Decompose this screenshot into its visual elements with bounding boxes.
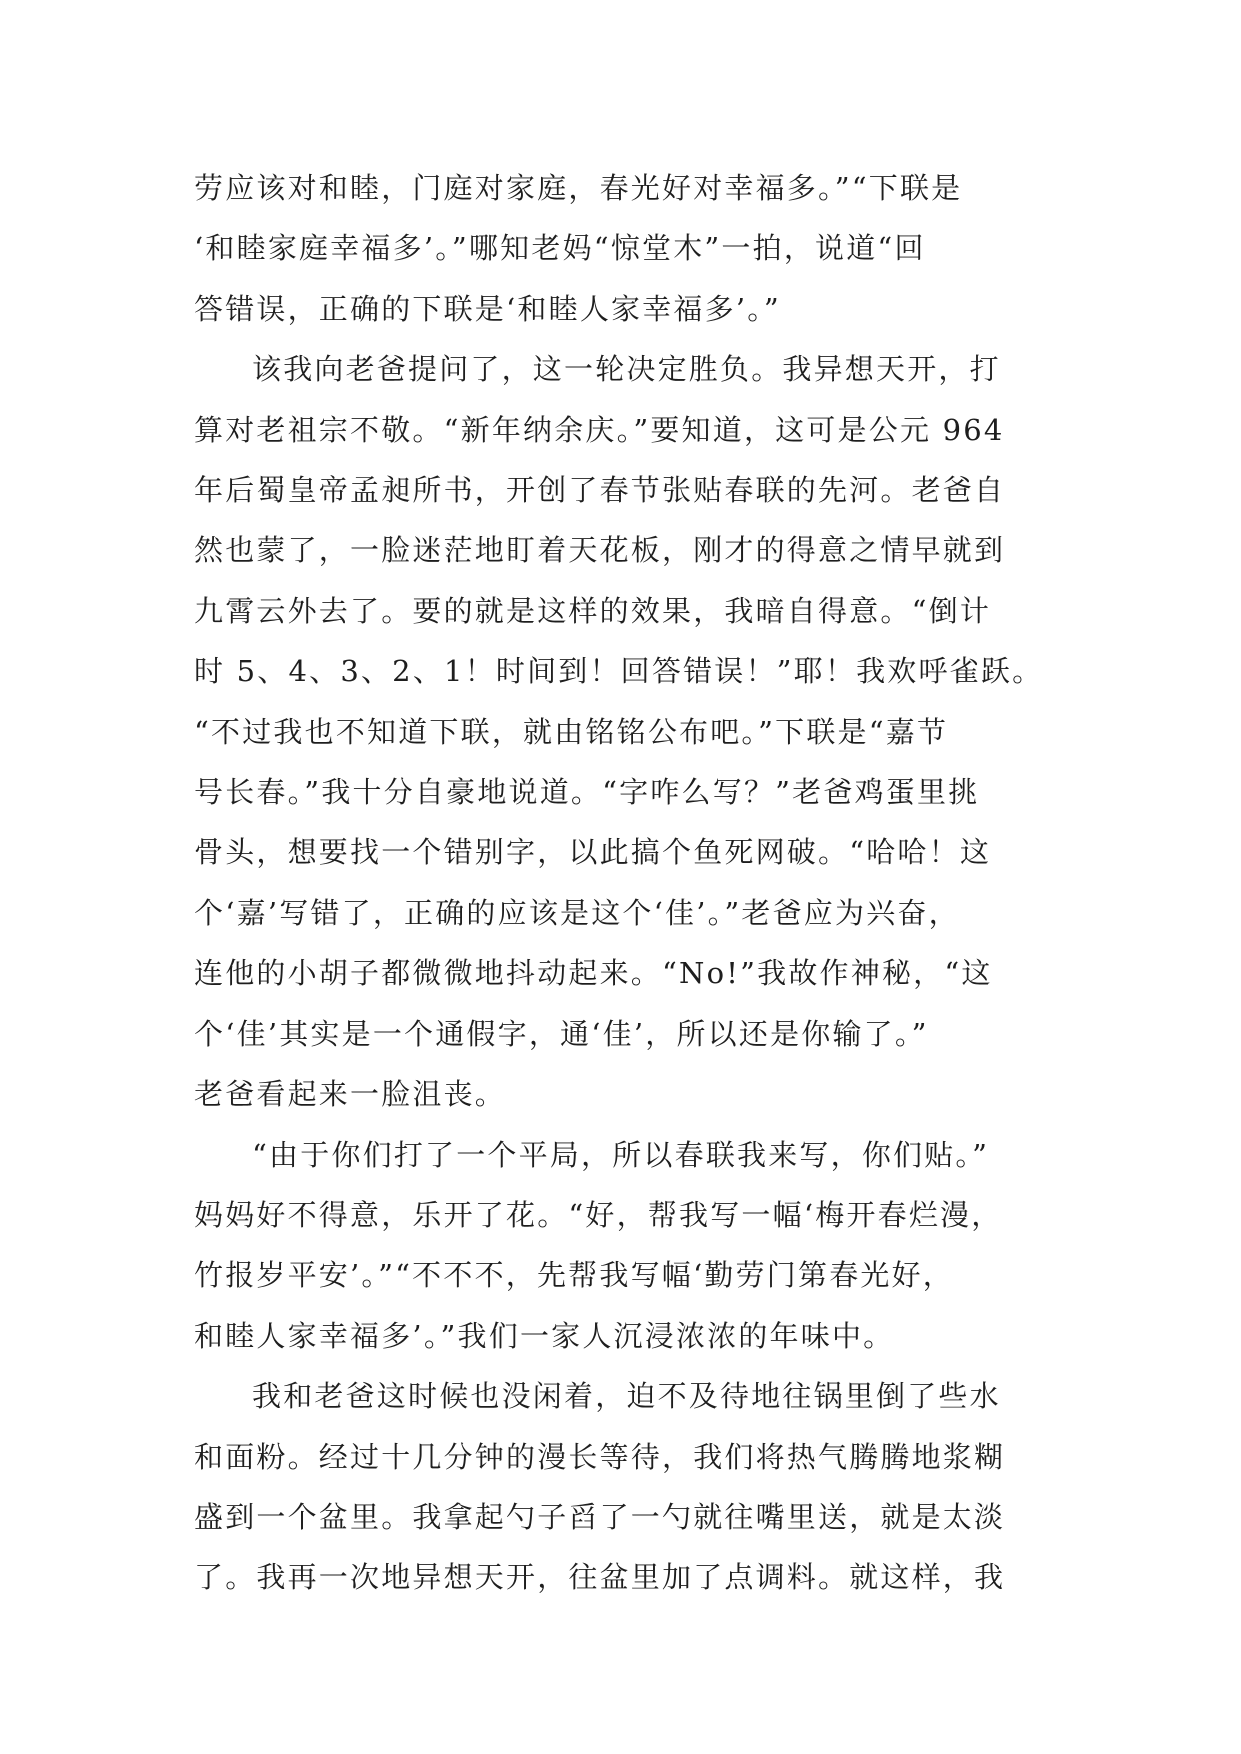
text-line: 连他的小胡子都微微地抖动起来。“No!”我故作神秘，“这 <box>194 956 993 991</box>
text-line: 妈妈好不得意，乐开了花。“好，帮我写一幅‘梅开春烂漫， <box>194 1197 1003 1232</box>
text-line: 然也蒙了，一脸迷茫地盯着天花板，刚才的得意之情早就到 <box>194 533 1006 568</box>
text-line: 号长春。”我十分自豪地说道。“字咋么写？”老爸鸡蛋里挑 <box>194 775 980 810</box>
text-line: 九霄云外去了。要的就是这样的效果，我暗自得意。“倒计 <box>194 593 992 628</box>
text-line: 算对老祖宗不敬。“新年纳余庆。”要知道，这可是公元 964 <box>194 412 1005 447</box>
text-line: 该我向老爸提问了，这一轮决定胜负。我异想天开，打 <box>252 352 1001 387</box>
text-line: 我和老爸这时候也没闲着，迫不及待地往锅里倒了些水 <box>252 1379 1001 1414</box>
text-line: 和睦人家幸福多’。”我们一家人沉浸浓浓的年味中。 <box>194 1318 895 1353</box>
text-line: 老爸看起来一脸沮丧。 <box>194 1077 507 1112</box>
document-body <box>194 158 1054 1608</box>
text-line: 年后蜀皇帝孟昶所书，开创了春节张贴春联的先河。老爸自 <box>194 473 1006 508</box>
text-line: 答错误，正确的下联是‘和睦人家幸福多’。” <box>194 291 781 326</box>
text-line: 时 5、4、3、2、1！时间到！回答错误！”耶！我欢呼雀跃。 <box>194 654 1044 689</box>
paragraph-4 <box>194 1366 1054 1608</box>
text-line: 和面粉。经过十几分钟的漫长等待，我们将热气腾腾地浆糊 <box>194 1439 1006 1474</box>
paragraph-1 <box>194 158 1054 339</box>
text-line: 个‘佳’其实是一个通假字，通‘佳’，所以还是你输了。” <box>194 1016 929 1051</box>
text-line: 个‘嘉’写错了，正确的应该是这个‘佳’。”老爸应为兴奋， <box>194 895 960 930</box>
paragraph-3 <box>194 1125 1054 1367</box>
text-line: 劳应该对和睦，门庭对家庭，春光好对幸福多。”“下联是 <box>194 171 963 205</box>
text-line: 竹报岁平安’。”“不不不，先帮我写幅‘勤劳门第春光好， <box>194 1258 954 1293</box>
text-line: ‘和睦家庭幸福多’。”哪知老妈“惊堂木”一拍，说道“回 <box>194 231 926 266</box>
text-line: 骨头，想要找一个错别字，以此搞个鱼死网破。“哈哈！这 <box>194 835 992 870</box>
text-line: 了。我再一次地异想天开，往盆里加了点调料。就这样，我 <box>194 1560 1006 1595</box>
paragraph-2 <box>194 339 1054 1124</box>
text-line: 盛到一个盆里。我拿起勺子舀了一勺就往嘴里送，就是太淡 <box>194 1499 1006 1534</box>
text-line: “不过我也不知道下联，就由铭铭公布吧。”下联是“嘉节 <box>194 714 949 749</box>
text-line: “由于你们打了一个平局，所以春联我来写，你们贴。” <box>252 1137 990 1172</box>
